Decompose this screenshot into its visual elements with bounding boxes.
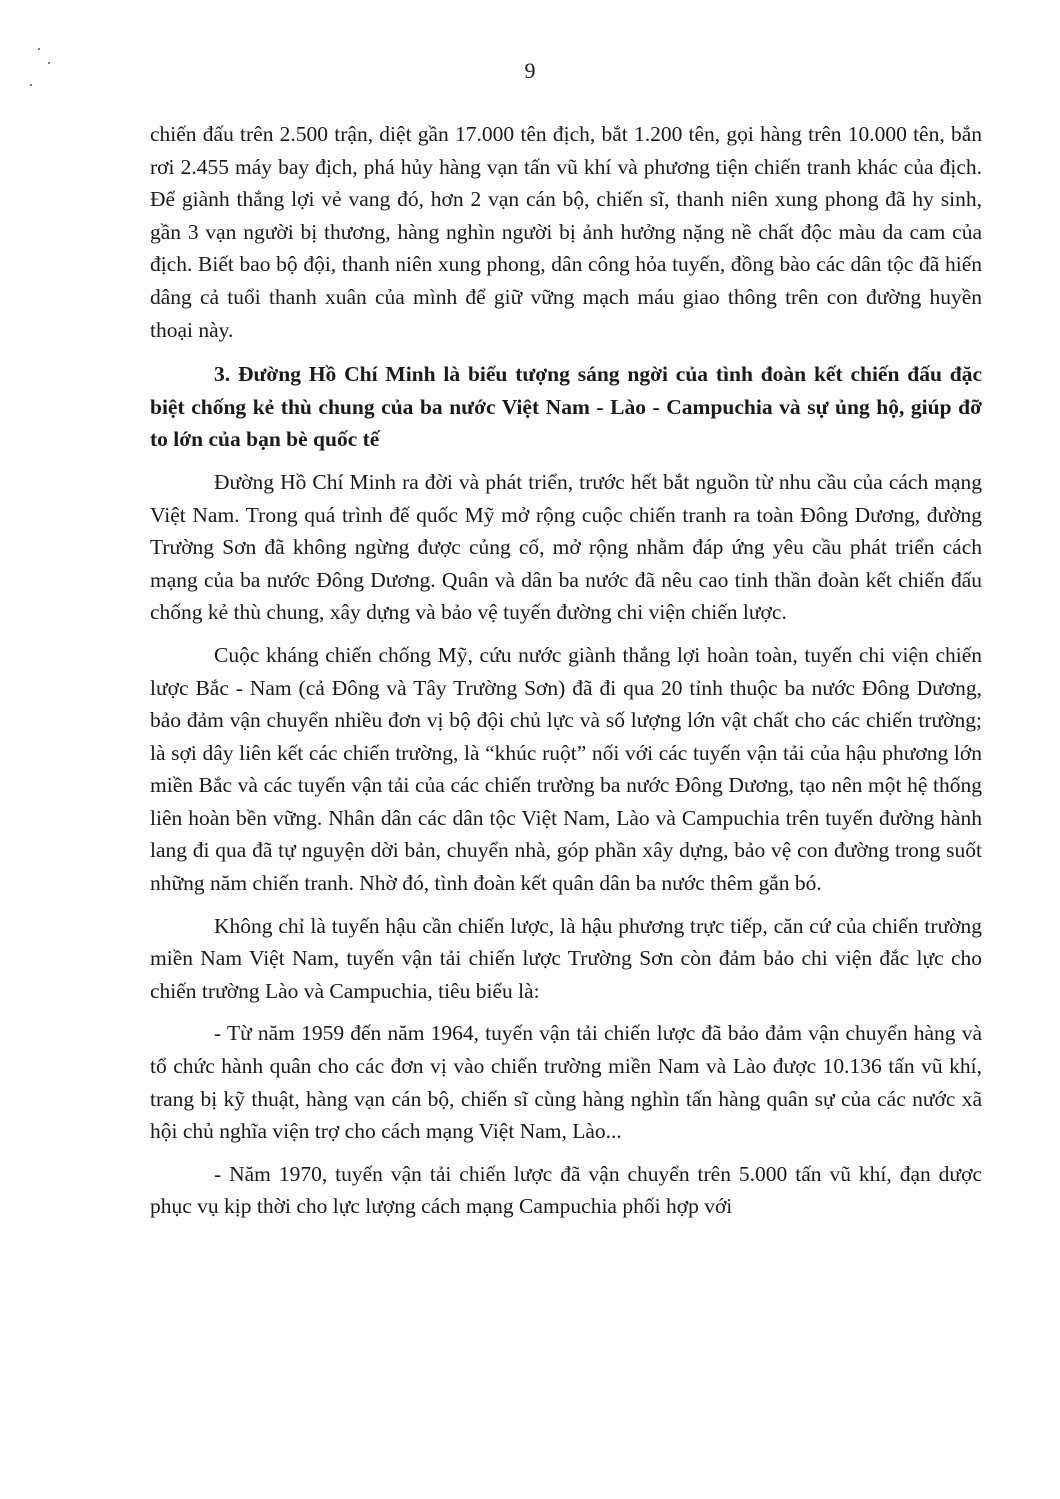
scan-speck [38, 48, 40, 50]
list-item: - Từ năm 1959 đến năm 1964, tuyến vận tải chiến lược đã bảo đảm vận chuyển hàng và tổ chức hành quân cho các đơn vị vào chiến trường miền Nam và Lào được 10.136 tấn vũ khí, trang bị kỹ thuật, hàng vạn cán bộ, chiến sĩ cùng hàng nghìn tấn hàng quân sự của các nước xã hội chủ nghĩa viện trợ cho cách mạng Việt Nam, Lào... [150, 1021, 982, 1144]
paragraph: Không chỉ là tuyến hậu cần chiến lược, là hậu phương trực tiếp, căn cứ của chiến trường miền Nam Việt Nam, tuyến vận tải chiến lược Trường Sơn còn đảm bảo chi viện đắc lực cho chiến trường Lào và Campuchia, tiêu biểu là: [150, 913, 982, 1003]
paragraph-continuation: chiến đấu trên 2.500 trận, diệt gần 17.000 tên địch, bắt 1.200 tên, gọi hàng trên 10.000 tên, bắn rơi 2.455 máy bay địch, phá hủy hàng vạn tấn vũ khí và phương tiện chiến tranh khác của địch. Để giành thắng lợi vẻ vang đó, hơn 2 vạn cán bộ, chiến sĩ, thanh niên xung phong đã hy sinh, gần 3 vạn người bị thương, hàng nghìn người bị ảnh hưởng nặng nề chất độc màu da cam của địch. Biết bao bộ đội, thanh niên xung phong, dân công hỏa tuyến, đồng bào các dân tộc đã hiến dâng cả tuổi thanh xuân của mình để giữ vững mạch máu giao thông trên con đường huyền thoại này. [150, 122, 982, 342]
section-heading: 3. Đường Hồ Chí Minh là biểu tượng sáng ngời của tình đoàn kết chiến đấu đặc biệt chống kẻ thù chung của ba nước Việt Nam - Lào - Campuchia và sự ủng hộ, giúp đỡ to lớn của bạn bè quốc tế [150, 362, 982, 452]
list-item: - Năm 1970, tuyến vận tải chiến lược đã vận chuyển trên 5.000 tấn vũ khí, đạn dược phục vụ kịp thời cho lực lượng cách mạng Campuchia phối hợp với [150, 1161, 982, 1219]
scan-speck [30, 84, 32, 86]
page-number: 9 [524, 58, 536, 83]
paragraph: Cuộc kháng chiến chống Mỹ, cứu nước giành thắng lợi hoàn toàn, tuyến chi viện chiến lược Bắc - Nam (cả Đông và Tây Trường Sơn) đã đi qua 20 tỉnh thuộc ba nước Đông Dương, bảo đảm vận chuyển nhiều đơn vị bộ đội chủ lực và số lượng lớn vật chất cho các chiến trường; là sợi dây liên kết các chiến trường, là “khúc ruột” nối với các tuyến vận tải của hậu phương lớn miền Bắc và các tuyến vận tải của các chiến trường ba nước Đông Dương, tạo nên một hệ thống liên hoàn bền vững. Nhân dân các dân tộc Việt Nam, Lào và Campuchia trên tuyến đường hành lang đi qua đã tự nguyện dời bản, chuyển nhà, góp phần xây dựng, bảo vệ con đường trong suốt những năm chiến tranh. Nhờ đó, tình đoàn kết quân dân ba nước thêm gắn bó. [150, 642, 982, 896]
paragraph: Đường Hồ Chí Minh ra đời và phát triển, trước hết bắt nguồn từ nhu cầu của cách mạng Việt Nam. Trong quá trình đế quốc Mỹ mở rộng cuộc chiến tranh ra toàn Đông Dương, đường Trường Sơn đã không ngừng được củng cố, mở rộng nhằm đáp ứng yêu cầu phát triển cách mạng của ba nước Đông Dương. Quân và dân ba nước đã nêu cao tinh thần đoàn kết chiến đấu chống kẻ thù chung, xây dựng và bảo vệ tuyến đường chi viện chiến lược. [150, 469, 982, 625]
document-body [150, 118, 982, 1223]
